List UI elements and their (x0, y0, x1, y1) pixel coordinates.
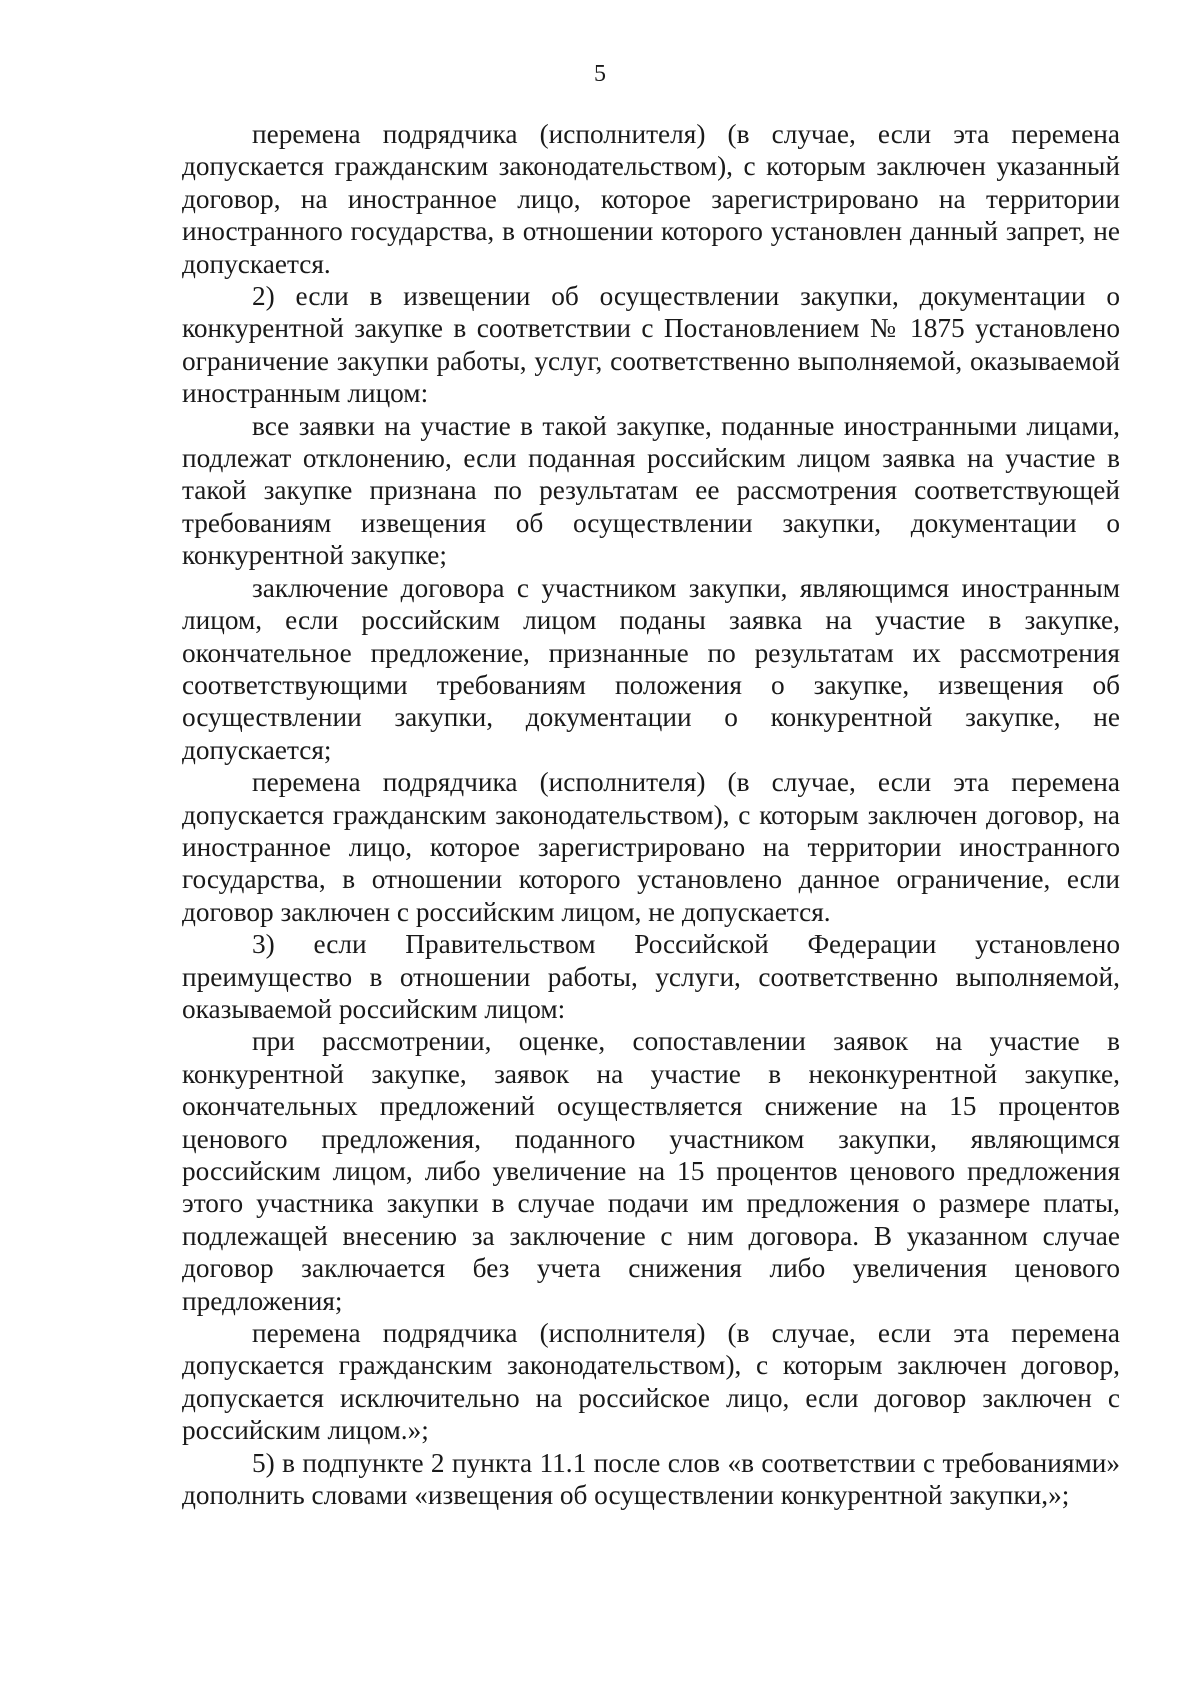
document-body (182, 118, 1120, 1511)
paragraph-contractor-change-restriction: перемена подрядчика (исполнителя) (в случае, если эта перемена допускается гражданским законодательством), с которым заключен договор, на иностранное лицо, которое зарегистрировано на территории иностранного государства, в отношении которого установлено данное ограничение, если договор заключен с российским лицом, не допускается. (182, 767, 1120, 927)
paragraph-applications-rejected: все заявки на участие в такой закупке, поданные иностранными лицами, подлежат отклонению, если поданная российским лицом заявка на участие в такой закупке признана по результатам ее рассмотрения соответствующей требованиям извещения об осуществлении закупки, документации о конкурентной закупке; (182, 410, 1120, 571)
paragraph-item-5: 5) в подпункте 2 пункта 11.1 после слов «в соответствии с требованиями» дополнить словами «извещения об осуществлении конкурентной закупки,»; (182, 1447, 1120, 1511)
paragraph-contract-foreign-participant: заключение договора с участником закупки, являющимся иностранным лицом, если российским лицом поданы заявка на участие в закупке, окончательное предложение, признанные по результатам их рассмотрения соответствующими требованиям положения о закупке, извещения об осуществлении закупки, документации о конкурентной закупке, не допускается; (182, 572, 1120, 765)
paragraph-continuation: перемена подрядчика (исполнителя) (в случае, если эта перемена допускается гражданским законодательством), с которым заключен указанный договор, на иностранное лицо, которое зарегистрировано на территории иностранного государства, в отношении которого установлен данный запрет, не допускается. (182, 119, 1120, 279)
page-number: 5 (594, 61, 606, 87)
paragraph-item-3: 3) если Правительством Российской Федерации установлено преимущество в отношении работы, услуги, соответственно выполняемой, оказываемой российским лицом: (182, 929, 1120, 1024)
paragraph-contractor-change-preference: перемена подрядчика (исполнителя) (в случае, если эта перемена допускается гражданским законодательством), с которым заключен договор, допускается исключительно на российское лицо, если договор заключен с российским лицом.»; (182, 1318, 1120, 1446)
paragraph-price-preference: при рассмотрении, оценке, сопоставлении заявок на участие в конкурентной закупке, заявок на участие в неконкурентной закупке, окончательных предложений осуществляется снижение на 15 процентов ценового предложения, поданного участником закупки, являющимся российским лицом, либо увеличение на 15 процентов ценового предложения этого участника закупки в случае подачи им предложения о размере платы, подлежащей внесению за заключение с ним договора. В указанном случае договор заключается без учета снижения либо увеличения ценового предложения; (182, 1026, 1120, 1316)
paragraph-item-2: 2) если в извещении об осуществлении закупки, документации о конкурентной закупке в соответствии с Постановлением № 1875 установлено ограничение закупки работы, услуг, соответственно выполняемой, оказываемой иностранным лицом: (182, 281, 1120, 409)
